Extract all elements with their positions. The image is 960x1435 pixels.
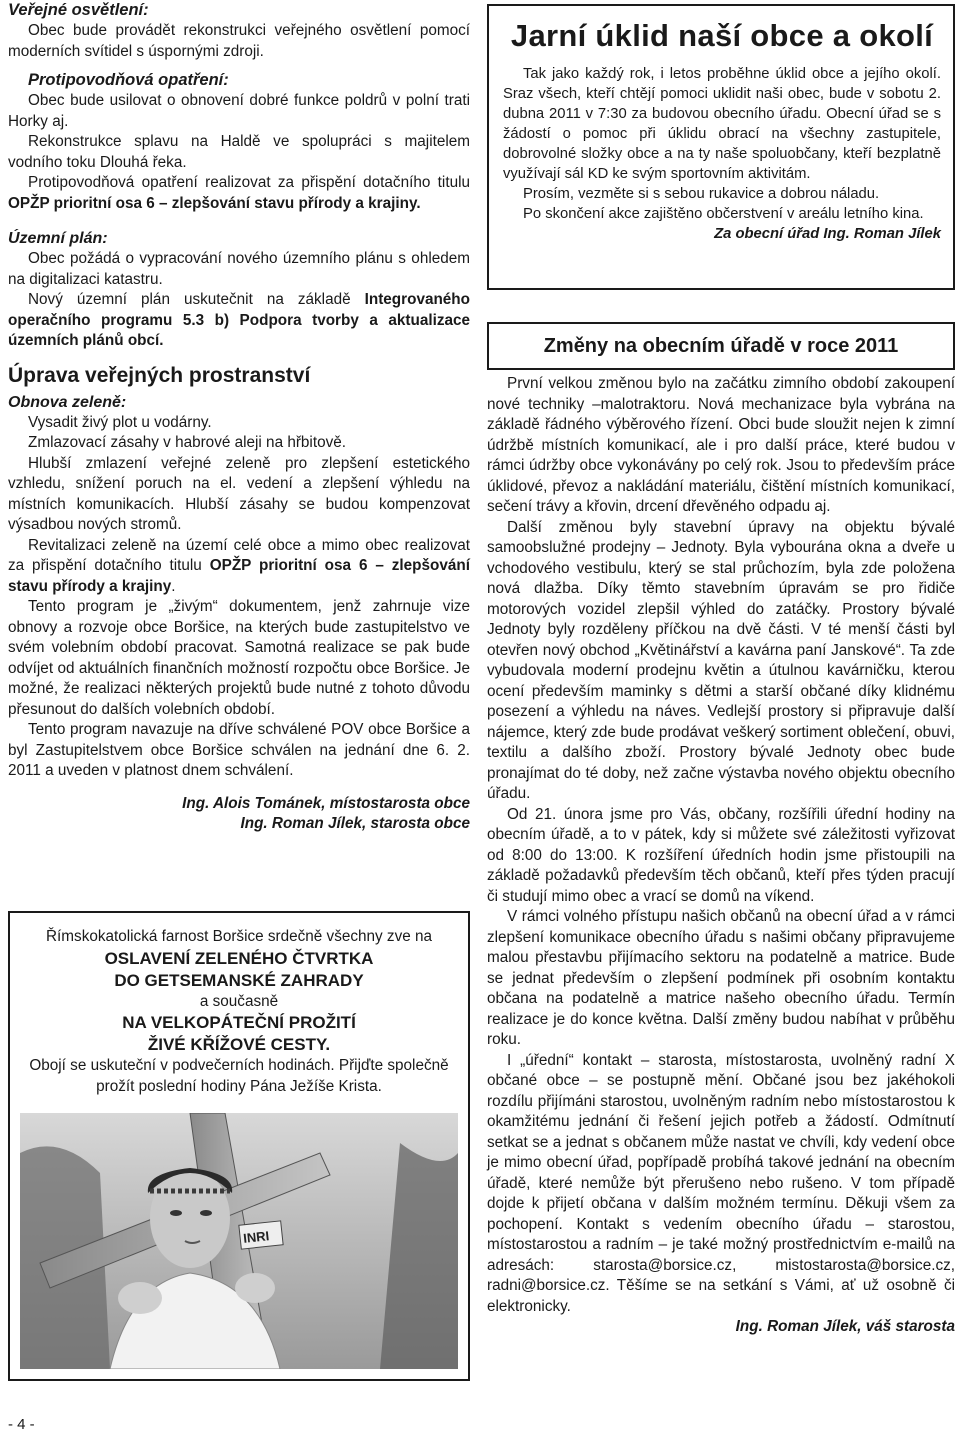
cross-bearer-illustration	[20, 1113, 458, 1369]
green-paragraph-4-bold: OPŽP prioritní osa 6 – zlepšování stavu přírody a krajiny	[8, 557, 470, 595]
plan-paragraph-2	[8, 290, 470, 352]
lighting-text: Obec bude provádět rekonstrukci veřejného osvětlení pomocí moderních svítidel s úspornými zdroji.	[8, 22, 470, 60]
plan-paragraph-2-bold: Integrovaného operačního programu 5.3 b) Podpora tvorby a aktualizace územních plánů obcí.	[8, 291, 470, 349]
flood-paragraph-2: Rekonstrukce splavu na Haldě ve spolupráci s majitelem vodního toku Dlouhá řeka.	[8, 133, 470, 171]
green-paragraph-6: Tento program navazuje na dříve schválené POV obce Boršice a byl Zastupitelstvem obce Boršice schválen na jednání dne 6. 2. 2011 a uveden v platnost dnem schválení.	[8, 721, 470, 779]
invite-intro: Římskokatolická farnost Boršice srdečně všechny zve na	[46, 928, 432, 945]
plan-heading: Územní plán:	[8, 230, 108, 247]
green-paragraph-3: Hlubší zmlazení veřejné zeleně pro zlepšení estetického vzhledu, snížení poruch na el. vedení a zlepšení výhledu na místních komunikacích. Hlubší zásahy se budou kompenzovat výsadbou nových stromů.	[8, 454, 470, 533]
cleanup-paragraph-2: Prosím, vezměte si s sebou rukavice a dobrou náladu.	[523, 186, 880, 202]
inri-sign: INRI	[242, 1228, 270, 1246]
office-changes-title: Změny na obecním úřadě v roce 2011	[543, 334, 899, 357]
plan-paragraph-1: Obec požádá o vypracování nového územního plánu s ohledem na digitalizaci katastru.	[8, 250, 470, 288]
invite-line-5: ŽIVÉ KŘÍŽOVÉ CESTY.	[147, 1035, 331, 1054]
green-paragraph-4	[8, 536, 470, 598]
plan-paragraph-2-text: Nový územní plán uskutečnit na základě	[28, 291, 365, 308]
green-paragraph-2: Zmlazovací zásahy v habrové aleji na hřbitově.	[28, 434, 346, 451]
easter-invitation-box	[8, 911, 470, 1381]
green-heading: Obnova zeleně:	[8, 393, 127, 411]
cleanup-paragraph-1: Tak jako každý rok, i letos proběhne úklid obce a jejího okolí. Sraz všech, kteří chtějí pomoci uklidit naši obec, bude v sobotu 2. dubna 2011 v 7:30 za budovou obecního úřadu. Obecní úřad se s žádostí o pomoc při úklidu obrací na všechny zastupitele, dobrovolné složky obce a na ty naše spoluobčany, kteří bezplatně využívají sál KD ke svým sportovním aktivitám.	[503, 66, 941, 182]
flood-paragraph-3-text: Protipovodňová opatření realizovat za přispění dotačního titulu	[28, 174, 470, 191]
green-paragraph-4-end: .	[171, 577, 176, 595]
signature-deputy-mayor: Ing. Alois Tománek, místostarosta obce	[182, 794, 470, 812]
changes-paragraph-4: V rámci volného přístupu našich občanů na obecní úřad a v rámci zlepšení komunikace obecního úřadu s našimi občany připravujeme malou přestavbu přijímacího sektoru na podatelně a matrice. Bude se jednat především o zlepšení podmínek při osobním kontaktu občana na podatelně a matrice našeho obecního úřadu. Termín realizace je do konce května. Další změny budou nabíhat v průběhu roku.	[487, 908, 955, 1048]
cleanup-title: Jarní úklid naší obce a okolí	[510, 18, 934, 53]
invite-line-3: a současně	[199, 992, 279, 1010]
invite-line-4: NA VELKOPÁTEČNÍ PROŽITÍ	[122, 1013, 356, 1032]
changes-signature: Ing. Roman Jílek, váš starosta	[735, 1318, 955, 1335]
spring-cleanup-box	[487, 4, 955, 290]
invite-line-1: OSLAVENÍ ZELENÉHO ČTVRTKA	[104, 948, 374, 968]
flood-paragraph-3	[8, 173, 470, 214]
page-number: - 4 -	[8, 1416, 35, 1433]
flood-paragraph-1: Obec bude usilovat o obnovení dobré funkce poldrů v polní trati Horky aj.	[8, 92, 470, 130]
flood-paragraph-3-bold: OPŽP prioritní osa 6 – zlepšování stavu přírody a krajiny.	[8, 194, 421, 212]
office-changes-body	[487, 374, 955, 1338]
left-column	[8, 0, 470, 835]
changes-paragraph-2: Další změnou byly stavební úpravy na objektu bývalé samoobslužné prodejny – Jednoty. Byla vybourána okna a dveře u vchodového vestibulu, který se stal průchozím, byla zde položena nová dlažba. Díky těmto stavebním úpravám se pro řidiče motorových vozidel zlepšil výhled do zatáčky. Prostory bývalé Jednoty byly rozděleny příčkou na dvě části. V té menší části byl otevřen nový obchod „Květinářství a kavárna paní Janskové“. Ta zde vybudovala moderní prodejnu květin a útulnou kavárničku, kterou ocení především maminky s dětmi a starší občané díky klidnému posezení a výhledu na náves. Vedlejší prostory si připravuje další nájemce, který zde bude prodávat veškerý sortiment oblečení, obuvi, textilu a dalšího zboží. Prostory bývalé Jednoty obec bude pronajímat do té doby, než začne výstavba nového objektu obecního úřadu.	[487, 518, 955, 802]
cleanup-paragraph-3: Po skončení akce zajištěno občerstvení v areálu letního kina.	[523, 206, 924, 222]
green-paragraph-4-text: Revitalizaci zeleně na území celé obce a mimo obec realizovat za přispění dotačního titulu	[8, 536, 470, 574]
changes-paragraph-1: První velkou změnou bylo na začátku zimního období zakoupení nové techniky –malotraktoru. Nová mechanizace byla vybrána na základě řádného výběrového řízení. Obci bude sloužit nejen k zimní údržbě místních komunikací, ale i pro další práce, které budou v rámci údržby obce vykonávány po celý rok. Jsou to především práce úklidové, převoz a nakládání materiálu, čištění místních komunikací, sečení trávy a křovin, drcení dřevěného odpadu aj.	[487, 375, 955, 515]
green-paragraph-1: Vysadit živý plot u vodárny.	[28, 413, 212, 431]
spaces-heading: Úprava veřejných prostranství	[8, 363, 311, 387]
cleanup-signature: Za obecní úřad Ing. Roman Jílek	[714, 226, 941, 242]
changes-paragraph-3: Od 21. února jsme pro Vás, občany, rozšířili úřední hodiny na obecním úřadě, a to v pátek, kdy si můžete své záležitosti vyřizovat od 8:00 do 13:00. K rozšíření úředních hodin jsme přistoupili na základě požadavků především těch občanů, kteří přes týden pracují či studují mimo obec a vrací se domů na víkend.	[487, 805, 955, 905]
green-paragraph-5: Tento program je „živým“ dokumentem, jenž zahrnuje vize obnovy a rozvoje obce Boršice, na kterých bude zastupitelstvo ve svém volebním období pracovat. Samotná realizace se pak bude odvíjet od aktuálních finančních možností rozpočtu obce Boršice. Je možné, že realizaci některých projektů bude nutné z tohoto důvodu přesunout do dalších volebních období.	[8, 598, 470, 718]
lighting-heading: Veřejné osvětlení:	[8, 1, 149, 19]
signature-mayor: Ing. Roman Jílek, starosta obce	[240, 815, 470, 832]
office-changes-title-box	[487, 322, 955, 370]
changes-paragraph-5: I „úřední“ kontakt – starosta, místostarosta, uvolněný radní X občané obce – se postupně mění. Občané jsou bez jakéhokoli rozdílu přijímáni starostou, uvolněným radním nebo místostarostou k okamžitému jednání či řešení jejich potřeb a žádostí. Odmítnutí setkat se a jednat s občanem může nastat ve chvíli, kdy vedení obce je mimo obecní úřad, popřípadě probíhá takové jednání na obecním úřadě, které nemůže být přerušeno nebo rušeno. V tom případě dojde k přijetí občana v dalším možném termínu. Děkuji všem za pochopení. Kontakt s vedením obecního úřadu – starostou, místostarostou a radním – je také možný prostřednictvím e-mailů na adresách: starosta@borsice.cz, mistostarosta@borsice.cz, radni@borsice.cz. Těšíme se na setkání s Vámi, ať už osobně či elektronicky.	[487, 1051, 955, 1315]
invite-outro: Obojí se uskuteční v podvečerních hodinách. Přijďte společně prožít poslední hodiny Pána Ježíše Krista.	[29, 1057, 449, 1095]
invite-line-2: DO GETSEMANSKÉ ZAHRADY	[114, 970, 364, 990]
flood-heading: Protipovodňová opatření:	[28, 71, 229, 89]
way-of-cross-photo	[20, 1113, 458, 1369]
